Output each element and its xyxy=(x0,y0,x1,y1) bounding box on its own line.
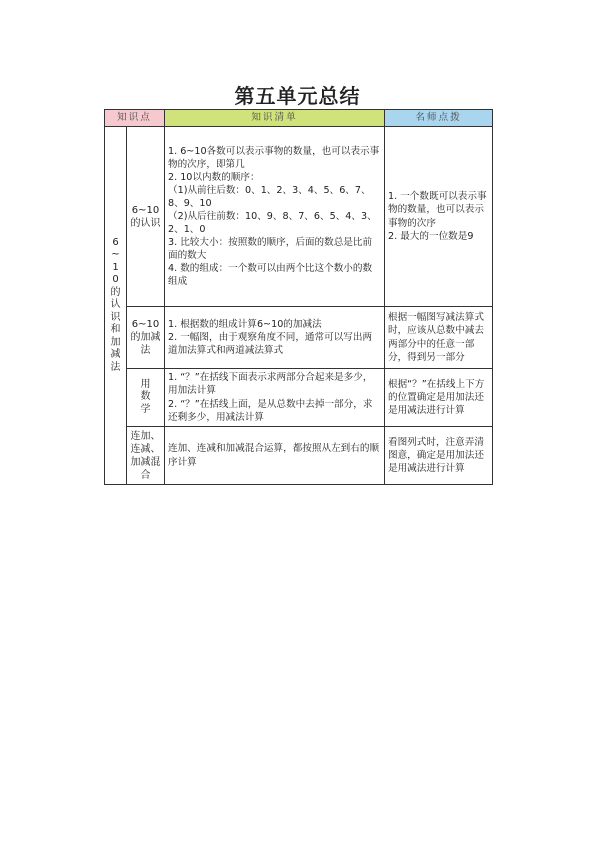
summary-table xyxy=(104,109,493,485)
table-row xyxy=(105,369,493,427)
content-line: 2. “？”在括线上面，是从总数中去掉一部分，求还剩多少，用减法计算 xyxy=(168,398,373,423)
subtopic-cell: 连加、连减、加减混合 xyxy=(127,427,165,485)
main-topic-label: 6~10的认识和加减法 xyxy=(110,236,121,373)
tip-line: 根据一幅图写减法算式时，应该从总数中减去两部分中的任意一部分，得到另一部分 xyxy=(388,312,484,363)
content-line: 4. 数的组成：一个数可以由两个比这个数小的数组成 xyxy=(168,263,373,288)
main-topic-cell xyxy=(105,127,127,485)
tip-line: 2. 最大的一位数是9 xyxy=(388,230,474,242)
table-row xyxy=(105,127,493,307)
content-line: 1. 6~10各数可以表示事物的数量，也可以表示事物的次序，即第几 xyxy=(168,145,380,170)
subtopic-cell: 6~10的加减法 xyxy=(127,307,165,369)
tip-cell xyxy=(385,127,493,307)
content-line: 1. 根据数的组成计算6~10的加减法 xyxy=(168,318,322,330)
tip-line: 看图列式时，注意弄清图意，确定是用加法还是用减法进行计算 xyxy=(388,436,484,475)
subtopic-label: 用数学 xyxy=(140,378,151,415)
table-row xyxy=(105,427,493,485)
tip-cell xyxy=(385,427,493,485)
header-knowledge-point: 知识点 xyxy=(105,110,165,127)
content-line: 2. 10以内数的顺序： xyxy=(168,171,260,183)
content-cell xyxy=(165,427,385,485)
subtopic-cell: 6~10的认识 xyxy=(127,127,165,307)
content-line: 2. 一幅图，由于观察角度不同，通常可以写出两道加法算式和两道减法算式 xyxy=(168,331,373,357)
content-line: （1)从前往后数：0、1、2、3、4、5、6、7、8、9、10 xyxy=(168,184,371,209)
content-line: 3. 比较大小：按照数的顺序，后面的数总是比前面的数大 xyxy=(168,237,373,262)
table-row xyxy=(105,307,493,369)
header-knowledge-list: 知识清单 xyxy=(165,110,385,127)
content-cell xyxy=(165,369,385,427)
content-line: 连加、连减和加减混合运算，都按照从左到右的顺序计算 xyxy=(168,443,380,468)
content-line: 1. “？”在括线下面表示求两部分合起来是多少，用加法计算 xyxy=(168,372,373,397)
content-line: （2)从后往前数：10、9、8、7、6、5、4、3、2、1、0 xyxy=(168,210,377,236)
content-cell xyxy=(165,307,385,369)
tip-line: 根据“？”在括线上下方的位置确定是用加法还是用减法进行计算 xyxy=(388,378,485,417)
document-title: 第五单元总结 xyxy=(234,84,361,108)
tip-line: 1. 一个数既可以表示事物的数量，也可以表示事物的次序 xyxy=(388,191,487,229)
header-row xyxy=(105,110,493,127)
tip-cell xyxy=(385,307,493,369)
header-teacher-tips: 名师点拨 xyxy=(385,110,493,127)
subtopic-cell xyxy=(127,369,165,427)
tip-cell xyxy=(385,369,493,427)
content-cell xyxy=(165,127,385,307)
